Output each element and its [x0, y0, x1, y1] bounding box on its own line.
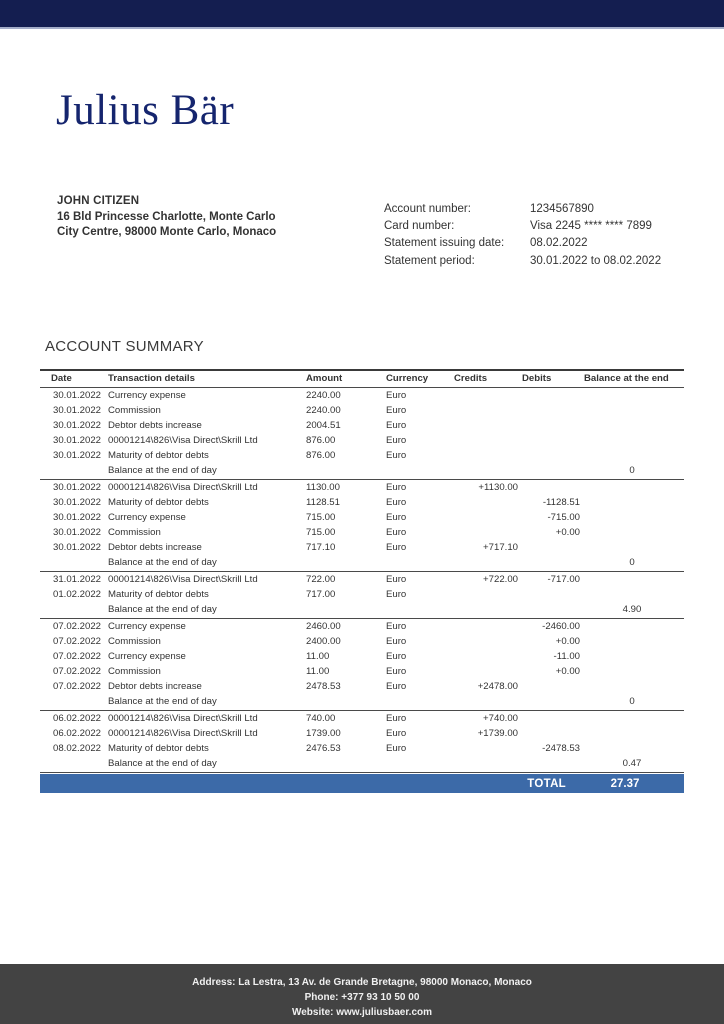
cell-currency: Euro: [386, 574, 407, 585]
cell-currency: Euro: [386, 405, 407, 416]
header-credits: Credits: [454, 373, 488, 384]
end-of-day-row: [40, 694, 684, 710]
end-of-day-label: Balance at the end of day: [108, 557, 217, 568]
cell-date: 07.02.2022: [53, 681, 102, 692]
cell-details: Maturity of debtor debts: [108, 589, 209, 600]
cell-amount: 715.00: [306, 512, 336, 523]
table-row: [40, 418, 684, 433]
cell-debits: -11.00: [553, 651, 580, 662]
cell-details: Maturity of debtor debts: [108, 450, 209, 461]
cell-amount: 1739.00: [306, 728, 341, 739]
cell-date: 30.01.2022: [53, 527, 102, 538]
statement-period-value: 30.01.2022 to 08.02.2022: [530, 254, 662, 267]
transaction-groups: [40, 388, 684, 773]
cell-details: Commission: [108, 405, 161, 416]
cell-details: Maturity of debtor debts: [108, 743, 209, 754]
cell-amount: 876.00: [306, 450, 336, 461]
cell-date: 07.02.2022: [53, 651, 102, 662]
cell-amount: 2004.51: [306, 420, 341, 431]
end-of-day-label: Balance at the end of day: [108, 758, 217, 769]
cell-currency: Euro: [386, 743, 407, 754]
account-summary-table: [40, 369, 684, 793]
footer-website: Website: www.juliusbaer.com: [291, 1007, 433, 1018]
end-of-day-row: [40, 602, 684, 618]
total-bar: [40, 774, 684, 793]
end-of-day-row: [40, 463, 684, 479]
cell-amount: 717.00: [306, 589, 336, 600]
table-row: [40, 587, 684, 602]
cell-amount: 2478.53: [306, 681, 341, 692]
header-currency: Currency: [386, 373, 429, 384]
card-number-label: Card number:: [384, 220, 455, 233]
end-of-day-balance: 0: [629, 696, 635, 707]
account-number-row: [384, 201, 661, 218]
total-label: TOTAL: [527, 777, 566, 790]
cell-currency: Euro: [386, 589, 407, 600]
table-row: [40, 726, 684, 741]
cell-date: 07.02.2022: [53, 666, 102, 677]
cell-details: 00001214\826\Visa Direct\Skrill Ltd: [108, 574, 258, 585]
cell-currency: Euro: [386, 435, 407, 446]
table-row: [40, 649, 684, 664]
cell-debits: -2460.00: [542, 621, 580, 632]
cell-currency: Euro: [386, 651, 407, 662]
card-number-row: [384, 218, 661, 235]
cell-amount: 2476.53: [306, 743, 341, 754]
cell-credits: +722.00: [483, 574, 518, 585]
cell-details: Debtor debts increase: [108, 542, 202, 553]
header-balance: Balance at the end: [584, 373, 669, 384]
cell-details: Maturity of debtor debts: [108, 497, 209, 508]
cell-date: 30.01.2022: [53, 512, 102, 523]
cell-currency: Euro: [386, 636, 407, 647]
cell-details: 00001214\826\Visa Direct\Skrill Ltd: [108, 482, 258, 493]
cell-date: 31.01.2022: [53, 574, 102, 585]
cell-debits: -715.00: [547, 512, 580, 523]
cell-details: Currency expense: [108, 512, 186, 523]
cell-date: 07.02.2022: [53, 636, 102, 647]
customer-name: JOHN CITIZEN: [57, 195, 140, 207]
cell-currency: Euro: [386, 482, 407, 493]
cell-currency: Euro: [386, 666, 407, 677]
issuing-date-value: 08.02.2022: [530, 237, 588, 250]
cell-date: 07.02.2022: [53, 621, 102, 632]
table-row: [40, 679, 684, 694]
cell-details: 00001214\826\Visa Direct\Skrill Ltd: [108, 713, 258, 724]
table-row: [40, 480, 684, 495]
cell-amount: 1128.51: [306, 497, 340, 508]
cell-date: 30.01.2022: [53, 390, 102, 401]
end-of-day-row: [40, 555, 684, 571]
cell-amount: 876.00: [306, 435, 336, 446]
cell-date: 30.01.2022: [53, 482, 102, 493]
cell-debits: -1128.51: [542, 497, 580, 508]
cell-currency: Euro: [386, 420, 407, 431]
footer-phone: Phone: +377 93 10 50 00: [304, 992, 420, 1003]
statement-period-label: Statement period:: [384, 254, 475, 267]
table-row: [40, 619, 684, 634]
cell-details: Currency expense: [108, 621, 186, 632]
cell-currency: Euro: [386, 713, 407, 724]
end-of-day-row: [40, 756, 684, 772]
bank-logo: Julius Bär: [56, 87, 235, 134]
cell-date: 08.02.2022: [53, 743, 102, 754]
customer-address-line-1: 16 Bld Princesse Charlotte, Monte Carlo: [57, 210, 276, 223]
cell-debits: +0.00: [555, 666, 580, 677]
header-date: Date: [51, 373, 72, 384]
cell-date: 06.02.2022: [53, 713, 102, 724]
table-row: [40, 495, 684, 510]
cell-details: Debtor debts increase: [108, 681, 202, 692]
cell-amount: 1130.00: [306, 482, 340, 493]
cell-currency: Euro: [386, 681, 407, 692]
card-number-value: Visa 2245 **** **** 7899: [530, 220, 652, 233]
cell-date: 30.01.2022: [53, 497, 102, 508]
cell-amount: 11.00: [306, 666, 330, 677]
cell-credits: +1130.00: [478, 482, 518, 493]
header-debits: Debits: [522, 373, 552, 384]
cell-date: 06.02.2022: [53, 728, 102, 739]
cell-details: 00001214\826\Visa Direct\Skrill Ltd: [108, 435, 258, 446]
table-row: [40, 448, 684, 463]
cell-currency: Euro: [386, 542, 407, 553]
cell-credits: +2478.00: [477, 681, 518, 692]
top-navy-band: [0, 0, 724, 27]
table-row: [40, 711, 684, 726]
header-amount: Amount: [306, 373, 343, 384]
cell-amount: 715.00: [306, 527, 336, 538]
table-row: [40, 510, 684, 525]
cell-debits: +0.00: [555, 636, 580, 647]
group-separator-rule: [40, 772, 684, 773]
issuing-date-row: [384, 235, 661, 252]
cell-details: Debtor debts increase: [108, 420, 202, 431]
table-row: [40, 540, 684, 555]
header-details: Transaction details: [108, 373, 195, 384]
cell-details: 00001214\826\Visa Direct\Skrill Ltd: [108, 728, 258, 739]
cell-currency: Euro: [386, 390, 407, 401]
table-row: [40, 433, 684, 448]
cell-amount: 717.10: [306, 542, 336, 553]
cell-details: Currency expense: [108, 651, 186, 662]
cell-amount: 2240.00: [306, 390, 341, 401]
account-number-value: 1234567890: [530, 203, 594, 215]
cell-amount: 11.00: [306, 651, 330, 662]
cell-currency: Euro: [386, 512, 407, 523]
table-header-row: [40, 371, 684, 387]
cell-currency: Euro: [386, 621, 407, 632]
cell-details: Commission: [108, 636, 161, 647]
cell-date: 30.01.2022: [53, 542, 102, 553]
cell-amount: 2460.00: [306, 621, 341, 632]
cell-date: 30.01.2022: [53, 405, 102, 416]
table-row: [40, 403, 684, 418]
table-row: [40, 664, 684, 679]
cell-date: 01.02.2022: [53, 589, 102, 600]
cell-amount: 740.00: [306, 713, 336, 724]
cell-currency: Euro: [386, 450, 407, 461]
statement-period-row: [384, 253, 661, 270]
cell-credits: +1739.00: [477, 728, 518, 739]
cell-date: 30.01.2022: [53, 435, 102, 446]
section-title: ACCOUNT SUMMARY: [45, 338, 204, 355]
top-band-underline: [0, 27, 724, 29]
cell-details: Commission: [108, 527, 161, 538]
table-row: [40, 741, 684, 756]
customer-address-line-2: City Centre, 98000 Monte Carlo, Monaco: [57, 226, 277, 238]
end-of-day-balance: 0: [629, 465, 635, 476]
end-of-day-label: Balance at the end of day: [108, 465, 217, 476]
end-of-day-label: Balance at the end of day: [108, 696, 217, 707]
end-of-day-label: Balance at the end of day: [108, 604, 217, 615]
account-meta-block: [384, 201, 661, 270]
account-number-label: Account number:: [384, 203, 471, 215]
page-footer: [0, 964, 724, 1024]
end-of-day-balance: 0.47: [622, 758, 642, 769]
cell-amount: 2400.00: [306, 636, 341, 647]
cell-date: 30.01.2022: [53, 450, 102, 461]
cell-details: Commission: [108, 666, 161, 677]
cell-debits: -2478.53: [542, 743, 580, 754]
cell-debits: -717.00: [547, 574, 580, 585]
cell-credits: +740.00: [483, 713, 518, 724]
footer-address: Address: La Lestra, 13 Av. de Grande Bretagne, 98000 Monaco, Monaco: [192, 977, 532, 988]
cell-amount: 722.00: [306, 574, 336, 585]
table-row: [40, 388, 684, 403]
cell-currency: Euro: [386, 728, 407, 739]
customer-address-block: [57, 194, 276, 241]
cell-details: Currency expense: [108, 390, 186, 401]
table-row: [40, 634, 684, 649]
cell-amount: 2240.00: [306, 405, 341, 416]
cell-credits: +717.10: [483, 542, 518, 553]
cell-currency: Euro: [386, 527, 407, 538]
table-row: [40, 525, 684, 540]
cell-debits: +0.00: [555, 527, 580, 538]
end-of-day-balance: 0: [629, 557, 635, 568]
table-row: [40, 572, 684, 587]
total-value: 27.37: [610, 777, 640, 790]
issuing-date-label: Statement issuing date:: [384, 237, 505, 250]
cell-currency: Euro: [386, 497, 407, 508]
end-of-day-balance: 4.90: [622, 604, 642, 615]
cell-date: 30.01.2022: [53, 420, 102, 431]
